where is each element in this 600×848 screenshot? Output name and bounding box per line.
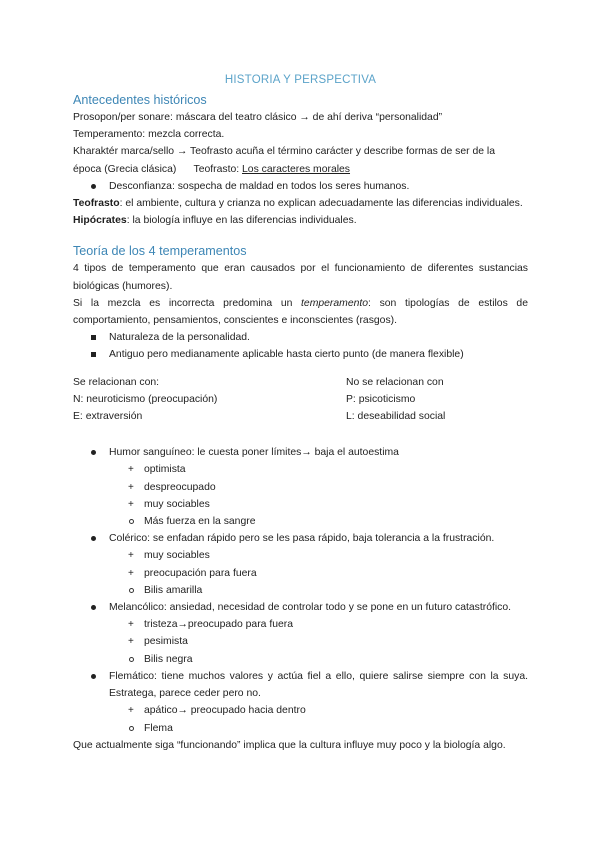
circle-bullet-icon	[129, 657, 134, 662]
humor-text: Colérico: se enfadan rápido pero se les pasa rápido, baja tolerancia a la frustración.	[109, 533, 495, 545]
list-item	[73, 178, 528, 195]
list-item	[73, 461, 528, 478]
plus-bullet-icon: +	[128, 567, 134, 579]
sub-item-text: despreocupado	[144, 481, 216, 493]
bullet-text: Naturaleza de la personalidad.	[109, 332, 250, 344]
humor-item-sanguineo	[73, 444, 528, 461]
page-title: HISTORIA Y PERSPECTIVA	[224, 74, 377, 86]
square-bullet-list	[73, 329, 528, 363]
teofrasto-text: : el ambiente, cultura y crianza no explican adecuadamente las diferencias individuales.	[119, 198, 523, 210]
list-item	[73, 329, 528, 346]
plus-bullet-icon: +	[128, 550, 134, 562]
list-item	[73, 547, 528, 564]
hipocrates-text: : la biología influye en las diferencias individuales.	[126, 215, 357, 227]
section-heading-temperamentos: Teoría de los 4 temperamentos	[73, 244, 247, 259]
plus-bullet-icon: +	[128, 498, 134, 510]
list-item	[73, 651, 528, 668]
sub-item-text: pesimista	[144, 636, 188, 648]
mezcla-em: temperamento	[301, 297, 369, 309]
bullet-text: Antiguo pero medianamente aplicable hasta cierto punto (de manera flexible)	[109, 349, 464, 361]
mezcla-suffix: : son tipologías de estilos de comportamiento, pensamientos, conscientes e inconscientes (rasgos).	[73, 297, 528, 327]
list-item	[73, 346, 528, 363]
relations-right-item: L: deseabilidad social	[346, 411, 446, 423]
bullet-dot-icon	[91, 536, 96, 541]
plus-bullet-icon: +	[128, 619, 134, 631]
list-item	[73, 582, 528, 599]
hipocrates-label: Hipócrates	[73, 215, 127, 227]
list-item	[73, 702, 528, 719]
circle-bullet-icon	[129, 726, 134, 731]
list-item	[73, 616, 528, 633]
text-4-tipos: 4 tipos de temperamento que eran causados por el funcionamiento de diferentes sustancias biológicas (humores).	[73, 263, 528, 292]
sub-item-text: preocupación para fuera	[144, 567, 257, 579]
bullet-dot-icon	[91, 674, 96, 679]
relations-columns	[73, 374, 528, 426]
sub-item-text: tristeza→preocupado para fuera	[144, 619, 294, 631]
humor-item-melancolico	[73, 599, 528, 616]
sub-item-text: apático→ preocupado hacia dentro	[144, 705, 306, 717]
text-epoca	[73, 161, 528, 178]
relations-left-item: N: neuroticismo (preocupación)	[73, 393, 218, 405]
humors-list	[73, 444, 528, 736]
circle-bullet-icon	[129, 588, 134, 593]
sub-item-text: Bilis amarilla	[144, 584, 203, 596]
relations-left-header: Se relacionan con:	[73, 376, 160, 388]
text-teofrasto	[73, 195, 528, 212]
list-item	[73, 565, 528, 582]
sub-item-text: optimista	[144, 464, 186, 476]
bullet-dot-icon	[91, 605, 96, 610]
list-item	[73, 720, 528, 737]
list-item	[73, 513, 528, 530]
square-bullet-icon	[91, 335, 96, 340]
humor-text: Humor sanguíneo: le cuesta poner límites→ baja el autoestima	[109, 447, 399, 459]
text-prosopon: Prosopon/per sonare: máscara del teatro clásico → de ahí deriva “personalidad”	[73, 112, 443, 123]
humor-item-flematico	[73, 668, 528, 702]
list-item	[73, 479, 528, 496]
sub-item-text: Bilis negra	[144, 653, 193, 665]
humor-item-colerico	[73, 530, 528, 547]
bullet-text: Desconfianza: sospecha de maldad en todos los seres humanos.	[109, 180, 410, 192]
relations-left-item: E: extraversión	[73, 411, 143, 423]
relations-right-column	[346, 374, 528, 426]
caracteres-morales-link[interactable]: Los caracteres morales	[242, 163, 351, 175]
sub-item-text: muy sociables	[144, 550, 210, 562]
text-temperamento: Temperamento: mezcla correcta.	[73, 129, 225, 141]
relations-right-item: P: psicoticismo	[346, 393, 416, 405]
teofrasto-label: Teofrasto	[73, 198, 120, 210]
text-epoca-prefix: época (Grecia clásica) Teofrasto:	[73, 163, 243, 175]
plus-bullet-icon: +	[128, 481, 134, 493]
plus-bullet-icon: +	[128, 636, 134, 648]
text-kharakter: Kharaktér marca/sello → Teofrasto acuña el término carácter y describe formas de ser de la	[73, 146, 495, 158]
humor-text: Melancólico: ansiedad, necesidad de controlar todo y se pone en un futuro catastrófico.	[109, 602, 512, 614]
plus-bullet-icon: +	[128, 464, 134, 476]
circle-bullet-icon	[129, 519, 134, 524]
bullet-dot-icon	[91, 184, 96, 189]
list-item	[73, 496, 528, 513]
document-page	[73, 72, 528, 754]
mezcla-prefix: Si la mezcla es incorrecta predomina un	[73, 297, 302, 309]
text-conclusion: Que actualmente siga “funcionando” implica que la cultura influye muy poco y la biología algo.	[73, 739, 506, 751]
square-bullet-icon	[91, 352, 96, 357]
text-hipocrates	[73, 212, 528, 229]
sub-item-text: muy sociables	[144, 498, 210, 510]
section-heading-antecedentes: Antecedentes históricos	[73, 93, 207, 107]
bullet-list-desconfianza	[73, 178, 528, 195]
plus-bullet-icon: +	[128, 705, 134, 717]
sub-item-text: Más fuerza en la sangre	[144, 516, 256, 528]
humor-text: Flemático: tiene muchos valores y actúa fiel a ello, quiere salirse siempre con la suya. Estratega, parece ceder pero no.	[109, 670, 528, 700]
list-item	[73, 633, 528, 650]
text-mezcla	[73, 295, 528, 329]
bullet-dot-icon	[91, 450, 96, 455]
relations-left-column	[73, 374, 346, 426]
sub-item-text: Flema	[144, 722, 173, 734]
relations-right-header: No se relacionan con	[346, 376, 444, 388]
